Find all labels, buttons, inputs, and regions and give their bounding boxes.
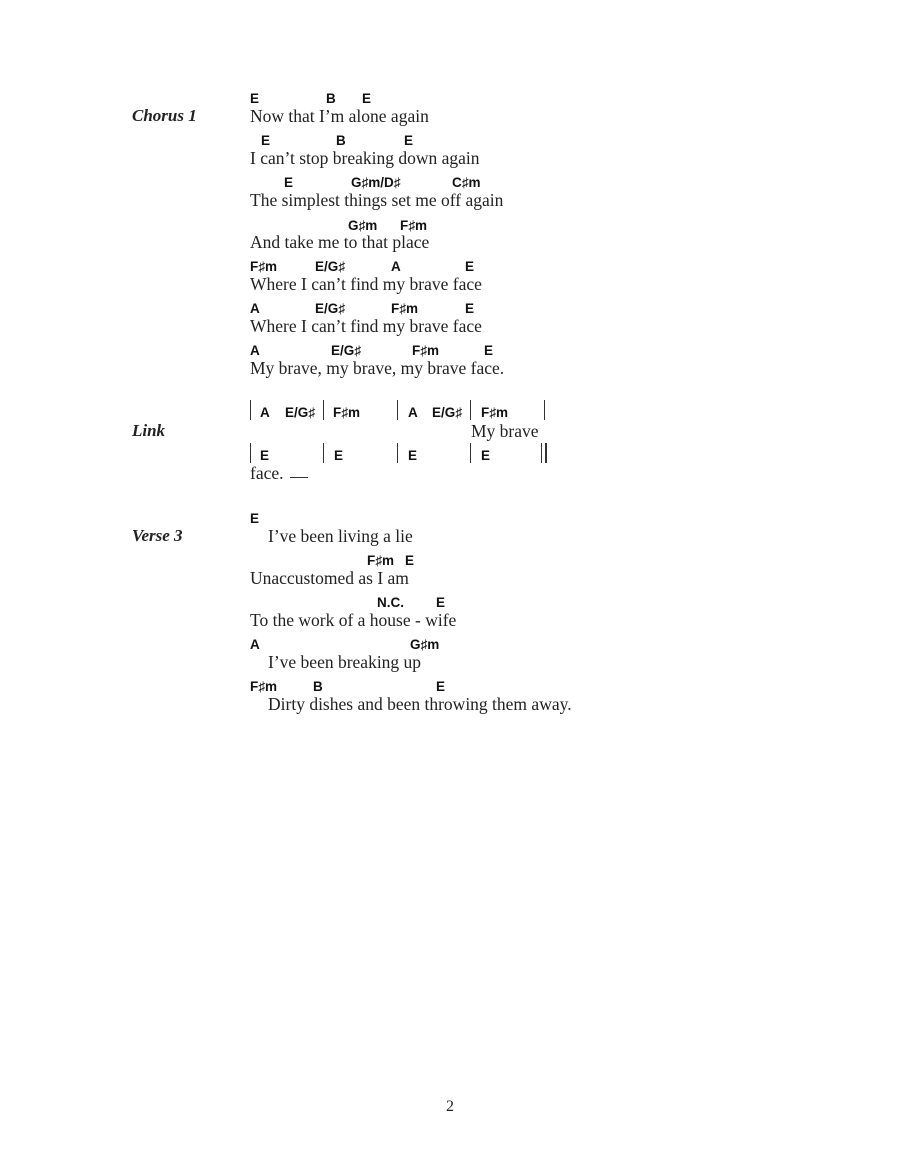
lyric-line: Now that I’m alone again xyxy=(250,106,429,126)
chord: F♯m xyxy=(250,679,277,694)
chord: B xyxy=(326,91,336,106)
chord: E xyxy=(404,133,414,148)
lyric-line: Where I can’t find my brave face xyxy=(250,274,482,294)
chord: A xyxy=(260,405,270,420)
barline xyxy=(470,400,471,420)
lyric-line: I’ve been breaking up xyxy=(268,652,422,672)
final-barline xyxy=(545,443,547,463)
chord: E xyxy=(250,91,260,106)
chord: E xyxy=(405,553,415,568)
chord: A xyxy=(250,301,260,316)
section-label-chorus-1: Chorus 1 xyxy=(132,106,197,125)
chord: A xyxy=(250,637,260,652)
barline xyxy=(397,443,398,463)
barline xyxy=(544,400,545,420)
barline xyxy=(470,443,471,463)
lyric-line: I’ve been living a lie xyxy=(268,526,413,546)
chord: E xyxy=(260,448,270,463)
lyric-line: To the work of a house - wife xyxy=(250,610,457,630)
chord: E/G♯ xyxy=(331,343,362,358)
lyric-line: My brave, my brave, my brave face. xyxy=(250,358,505,378)
chord: E/G♯ xyxy=(315,301,346,316)
lyric-line: Where I can’t find my brave face xyxy=(250,316,482,336)
chord: E xyxy=(362,91,372,106)
chord: E/G♯ xyxy=(432,405,463,420)
lyric-line: face. xyxy=(250,463,284,483)
barline xyxy=(323,443,324,463)
chord: A xyxy=(391,259,401,274)
section-label-verse-3: Verse 3 xyxy=(132,526,183,545)
lyric-line: Unaccustomed as I am xyxy=(250,568,409,588)
barline xyxy=(250,443,251,463)
final-barline xyxy=(541,443,542,463)
section-label-link: Link xyxy=(132,421,166,440)
barline xyxy=(323,400,324,420)
chord: E xyxy=(284,175,294,190)
barline xyxy=(397,400,398,420)
chord: E xyxy=(334,448,344,463)
chord: G♯m xyxy=(348,218,378,233)
chord: F♯m xyxy=(391,301,418,316)
chord: E xyxy=(484,343,494,358)
chord: F♯m xyxy=(400,218,427,233)
chord: C♯m xyxy=(452,175,481,190)
chord: E xyxy=(481,448,491,463)
chord: F♯m xyxy=(481,405,508,420)
chord: G♯m/D♯ xyxy=(351,175,401,190)
chord: E xyxy=(436,595,446,610)
extender-line xyxy=(290,477,308,478)
lyric-line: Dirty dishes and been throwing them away. xyxy=(268,694,572,714)
chord: F♯m xyxy=(367,553,394,568)
chord: F♯m xyxy=(250,259,277,274)
chord: E/G♯ xyxy=(315,259,346,274)
chord: E xyxy=(436,679,446,694)
chord: E xyxy=(250,511,260,526)
chord: A xyxy=(250,343,260,358)
page-number: 2 xyxy=(446,1098,454,1115)
chord: E xyxy=(465,301,475,316)
chord: E xyxy=(408,448,418,463)
chord: E xyxy=(261,133,271,148)
lyric-line: My brave xyxy=(471,421,539,441)
chord: A xyxy=(408,405,418,420)
barline xyxy=(250,400,251,420)
chord: E/G♯ xyxy=(285,405,316,420)
lyric-line: The simplest things set me off again xyxy=(250,190,504,210)
chord: F♯m xyxy=(333,405,360,420)
chord: B xyxy=(313,679,323,694)
lyric-line: And take me to that place xyxy=(250,232,430,252)
chord: B xyxy=(336,133,346,148)
chord: F♯m xyxy=(412,343,439,358)
lyric-line: I can’t stop breaking down again xyxy=(250,148,480,168)
chord: N.C. xyxy=(377,595,404,610)
chord: G♯m xyxy=(410,637,440,652)
chord: E xyxy=(465,259,475,274)
